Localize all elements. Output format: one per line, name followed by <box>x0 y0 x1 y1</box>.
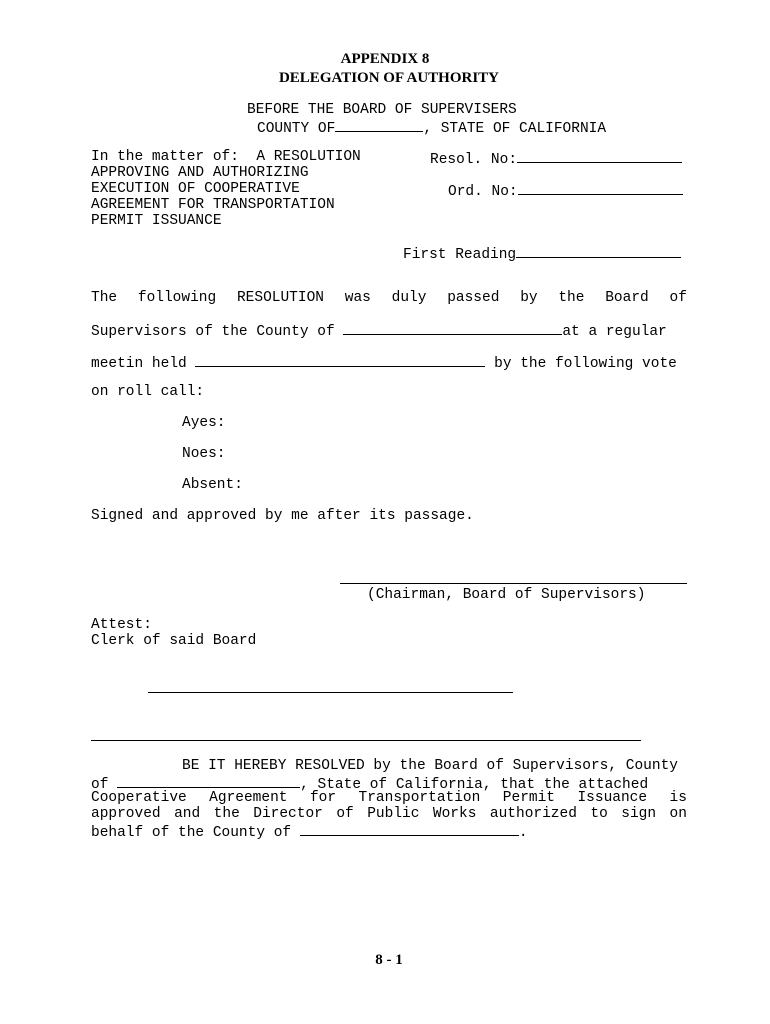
matter-line-2: APPROVING AND AUTHORIZING <box>91 165 309 181</box>
board-heading: BEFORE THE BOARD OF SUPERVISERS <box>247 102 517 118</box>
resolved-line-2-suffix: , State of California, that the attached <box>300 777 649 793</box>
first-reading-field <box>403 244 681 263</box>
resolved-behalf-county-blank[interactable] <box>300 822 519 836</box>
county-heading <box>257 118 606 137</box>
word: sign <box>621 806 657 822</box>
ord-blank[interactable] <box>518 181 683 195</box>
word: authorized <box>489 806 577 822</box>
meeting-date-blank[interactable] <box>195 353 485 367</box>
word: passed <box>447 290 500 306</box>
page-number: 8 - 1 <box>375 952 403 968</box>
word: of <box>336 806 354 822</box>
word: of <box>669 290 687 306</box>
matter-line-4: AGREEMENT FOR TRANSPORTATION <box>91 197 335 213</box>
word: the <box>558 290 585 306</box>
resol-label: Resol. No: <box>430 152 518 168</box>
word: Board <box>605 290 649 306</box>
word: on <box>669 806 687 822</box>
signed-statement: Signed and approved by me after its passage. <box>91 508 474 524</box>
resol-number-field <box>430 149 682 168</box>
resolved-line-4 <box>91 806 687 822</box>
word: Director <box>253 806 323 822</box>
body-line-3-prefix: meetin held <box>91 356 187 372</box>
body-line-2-suffix: at a regular <box>562 324 667 340</box>
word: Works <box>432 806 477 822</box>
body-line-2-prefix: Supervisors of the County of <box>91 324 335 340</box>
attest-label: Attest: <box>91 617 152 633</box>
county-label: COUNTY OF <box>257 121 336 137</box>
county-name-blank[interactable] <box>343 321 562 335</box>
document-title: DELEGATION OF AUTHORITY <box>278 70 500 86</box>
clerk-label: Clerk of said Board <box>91 633 257 649</box>
clerk-signature-line[interactable] <box>148 692 513 693</box>
word: RESOLUTION <box>236 290 324 306</box>
resolved-of: of <box>91 777 109 793</box>
matter-line-1: In the matter of: A RESOLUTION <box>91 149 361 165</box>
ayes-label: Ayes: <box>182 415 226 431</box>
word: for <box>309 790 337 806</box>
resolved-line-5-prefix: behalf of the County of <box>91 825 292 841</box>
chairman-caption: (Chairman, Board of Supervisors) <box>367 587 646 603</box>
word: was <box>344 290 371 306</box>
noes-label: Noes: <box>182 446 226 462</box>
first-reading-blank[interactable] <box>516 244 681 258</box>
word: to <box>590 806 608 822</box>
word: and <box>174 806 201 822</box>
word: Cooperative <box>91 790 187 806</box>
matter-line-3: EXECUTION OF COOPERATIVE <box>91 181 300 197</box>
resolved-line-5 <box>91 822 528 841</box>
word: duly <box>391 290 427 306</box>
ord-number-field <box>448 181 683 200</box>
word: Agreement <box>209 790 288 806</box>
resol-blank[interactable] <box>517 149 682 163</box>
body-line-1 <box>91 290 687 306</box>
body-line-3 <box>91 353 677 372</box>
body-line-2 <box>91 321 667 340</box>
word: following <box>137 290 217 306</box>
resolved-line-1: BE IT HEREBY RESOLVED by the Board of Supervisors, County <box>182 758 678 774</box>
word: by <box>520 290 538 306</box>
word: Public <box>367 806 420 822</box>
absent-label: Absent: <box>182 477 243 493</box>
first-reading-label: First Reading <box>403 247 517 263</box>
ord-label: Ord. No: <box>448 184 518 200</box>
county-blank[interactable] <box>335 118 423 132</box>
body-line-3-suffix: by the following vote <box>494 356 677 372</box>
word: approved <box>91 806 161 822</box>
resolved-county-blank[interactable] <box>117 774 300 788</box>
word: the <box>213 806 240 822</box>
chairman-signature-line[interactable] <box>340 583 687 584</box>
word: Permit <box>502 790 556 806</box>
resolved-line-3 <box>91 790 687 806</box>
body-line-4: on roll call: <box>91 384 205 400</box>
word: Issuance <box>577 790 648 806</box>
appendix-heading: APPENDIX 8 <box>340 51 430 67</box>
word: Transportation <box>358 790 481 806</box>
word: is <box>669 790 687 806</box>
word: The <box>91 290 118 306</box>
matter-line-5: PERMIT ISSUANCE <box>91 213 222 229</box>
section-divider <box>91 740 641 741</box>
resolved-line-5-suffix: . <box>518 825 528 841</box>
state-label: , STATE OF CALIFORNIA <box>423 121 607 137</box>
